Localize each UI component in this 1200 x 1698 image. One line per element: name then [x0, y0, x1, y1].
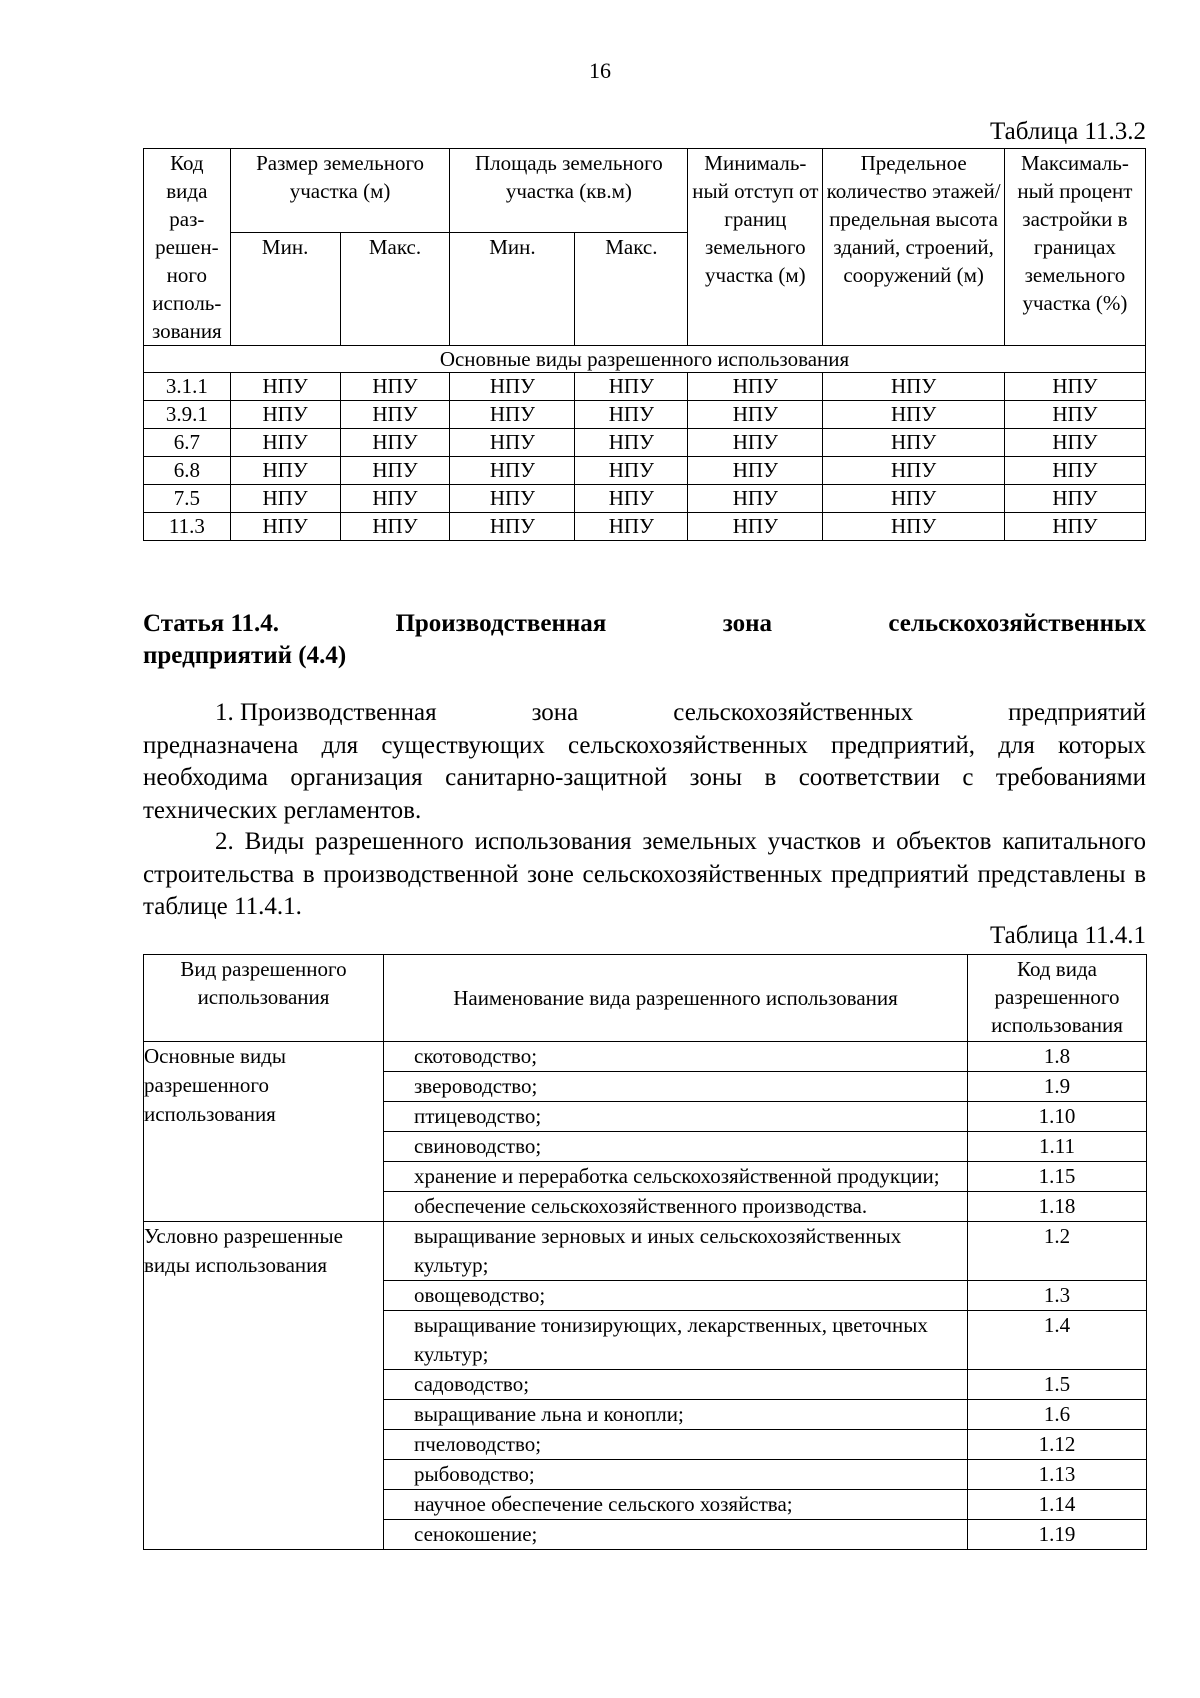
page-number: 16 [589, 58, 611, 83]
value-cell: НПУ [340, 373, 450, 401]
header-area-group: Площадь земельного участка (кв.м) [450, 149, 688, 233]
use-name-cell: сенокошение; [384, 1520, 968, 1550]
code-cell: 7.5 [144, 485, 231, 513]
value-cell: НПУ [450, 429, 575, 457]
header-code: Код вида раз-решен-ного исполь-зования [144, 149, 231, 346]
use-name-cell: выращивание льна и конопли; [384, 1400, 968, 1430]
use-code-cell: 1.18 [968, 1192, 1147, 1222]
value-cell: НПУ [823, 401, 1004, 429]
paragraph-1-line1 [143, 697, 1146, 730]
paragraph-word: предприятий [1008, 699, 1146, 726]
header-area-max: Макс. [575, 233, 688, 346]
use-name-cell: звероводство; [384, 1072, 968, 1102]
use-code-cell: 1.3 [968, 1281, 1147, 1311]
value-cell: НПУ [1004, 485, 1145, 513]
section-row [144, 346, 1146, 373]
permitted-use-table [143, 954, 1147, 1550]
group-label: Условно разрешенные виды использования [144, 1222, 384, 1550]
value-cell: НПУ [823, 485, 1004, 513]
table-row [144, 401, 1146, 429]
use-name-cell: птицеводство; [384, 1102, 968, 1132]
header-type: Вид разрешенного использования [144, 955, 384, 1042]
table-row [144, 485, 1146, 513]
article-heading [143, 608, 1146, 672]
header-code: Код вида разрешенного использования [968, 955, 1147, 1042]
use-code-cell: 1.15 [968, 1162, 1147, 1192]
use-name-cell: свиноводство; [384, 1132, 968, 1162]
value-cell: НПУ [575, 429, 688, 457]
value-cell: НПУ [340, 429, 450, 457]
use-code-cell: 1.14 [968, 1490, 1147, 1520]
code-cell: 11.3 [144, 513, 231, 541]
value-cell: НПУ [1004, 513, 1145, 541]
table-row [144, 429, 1146, 457]
code-cell: 3.1.1 [144, 373, 231, 401]
value-cell: НПУ [575, 457, 688, 485]
value-cell: НПУ [688, 457, 823, 485]
value-cell: НПУ [823, 457, 1004, 485]
value-cell: НПУ [823, 429, 1004, 457]
use-name-cell: рыбоводство; [384, 1460, 968, 1490]
value-cell: НПУ [450, 485, 575, 513]
value-cell: НПУ [450, 513, 575, 541]
header-floors: Предельное количество этажей/ предельная высота зданий, строений, сооружений (м) [823, 149, 1004, 346]
paragraph-1 [143, 697, 1146, 827]
header-size-max: Макс. [340, 233, 450, 346]
heading-word: Статья 11.4. [143, 610, 280, 637]
heading-word: зона [722, 610, 772, 637]
value-cell: НПУ [575, 485, 688, 513]
use-code-cell: 1.9 [968, 1072, 1147, 1102]
value-cell: НПУ [575, 513, 688, 541]
use-name-cell: научное обеспечение сельского хозяйства; [384, 1490, 968, 1520]
use-name-cell: выращивание зерновых и иных сельскохозяйственных культур; [384, 1222, 968, 1281]
value-cell: НПУ [1004, 373, 1145, 401]
use-code-cell: 1.6 [968, 1400, 1147, 1430]
use-code-cell: 1.13 [968, 1460, 1147, 1490]
use-code-cell: 1.11 [968, 1132, 1147, 1162]
value-cell: НПУ [230, 429, 340, 457]
value-cell: НПУ [823, 513, 1004, 541]
code-cell: 6.8 [144, 457, 231, 485]
table-row [144, 1042, 1147, 1072]
value-cell: НПУ [340, 401, 450, 429]
use-code-cell: 1.8 [968, 1042, 1147, 1072]
value-cell: НПУ [688, 429, 823, 457]
value-cell: НПУ [230, 513, 340, 541]
header-size-group: Размер земельного участка (м) [230, 149, 450, 233]
table-row [144, 513, 1146, 541]
code-cell: 3.9.1 [144, 401, 231, 429]
value-cell: НПУ [688, 485, 823, 513]
table-body [144, 1042, 1147, 1550]
value-cell: НПУ [688, 401, 823, 429]
use-code-cell: 1.2 [968, 1222, 1147, 1281]
table-row [144, 457, 1146, 485]
header-row [144, 149, 1146, 233]
value-cell: НПУ [340, 485, 450, 513]
value-cell: НПУ [1004, 429, 1145, 457]
section-label: Основные виды разрешенного использования [144, 346, 1146, 373]
paragraph-2 [143, 826, 1146, 924]
value-cell: НПУ [230, 457, 340, 485]
paragraph-2-text: 2. Виды разрешенного использования земельных участков и объектов капитального строительства в производственной зоне сельскохозяйственных предприятий представлены в таблице 11.4.1. [143, 828, 1146, 920]
paragraph-word: сельскохозяйственных [673, 699, 914, 726]
use-code-cell: 1.10 [968, 1102, 1147, 1132]
paragraph-word: зона [531, 699, 579, 726]
header-row [144, 955, 1147, 1042]
limits-table [143, 148, 1146, 541]
value-cell: НПУ [340, 457, 450, 485]
use-code-cell: 1.4 [968, 1311, 1147, 1370]
value-cell: НПУ [450, 457, 575, 485]
header-setback: Минималь-ный отступ от границ земельного участка (м) [688, 149, 823, 346]
heading-word: сельскохозяйственных [888, 610, 1146, 637]
value-cell: НПУ [230, 401, 340, 429]
value-cell: НПУ [688, 513, 823, 541]
use-name-cell: хранение и переработка сельскохозяйственной продукции; [384, 1162, 968, 1192]
use-name-cell: скотоводство; [384, 1042, 968, 1072]
table-row [144, 1222, 1147, 1281]
header-name: Наименование вида разрешенного использования [384, 955, 968, 1042]
table-body [144, 373, 1146, 541]
use-name-cell: овощеводство; [384, 1281, 968, 1311]
use-name-cell: пчеловодство; [384, 1430, 968, 1460]
use-name-cell: обеспечение сельскохозяйственного производства. [384, 1192, 968, 1222]
value-cell: НПУ [1004, 457, 1145, 485]
use-code-cell: 1.19 [968, 1520, 1147, 1550]
paragraph-word: 1. Производственная [215, 699, 437, 726]
value-cell: НПУ [450, 401, 575, 429]
table-row [144, 373, 1146, 401]
article-heading-line1 [143, 608, 1146, 640]
group-label: Основные виды разрешенного использования [144, 1042, 384, 1222]
value-cell: НПУ [230, 485, 340, 513]
value-cell: НПУ [575, 401, 688, 429]
value-cell: НПУ [230, 373, 340, 401]
code-cell: 6.7 [144, 429, 231, 457]
use-name-cell: выращивание тонизирующих, лекарственных, цветочных культур; [384, 1311, 968, 1370]
value-cell: НПУ [823, 373, 1004, 401]
value-cell: НПУ [1004, 401, 1145, 429]
value-cell: НПУ [340, 513, 450, 541]
article-heading-line2: предприятий (4.4) [143, 642, 347, 669]
heading-word: Производственная [395, 610, 607, 637]
paragraph-1-rest: предназначена для существующих сельскохозяйственных предприятий, для которых необходима организация санитарно-защитной зоны в соответствии с требованиями технических регламентов. [143, 731, 1146, 824]
value-cell: НПУ [575, 373, 688, 401]
use-code-cell: 1.5 [968, 1370, 1147, 1400]
use-name-cell: садоводство; [384, 1370, 968, 1400]
value-cell: НПУ [688, 373, 823, 401]
header-size-min: Мин. [230, 233, 340, 346]
table-caption: Таблица 11.4.1 [990, 922, 1146, 949]
table-caption: Таблица 11.3.2 [990, 118, 1146, 145]
use-code-cell: 1.12 [968, 1430, 1147, 1460]
header-area-min: Мин. [450, 233, 575, 346]
value-cell: НПУ [450, 373, 575, 401]
header-coverage: Максималь-ный процент застройки в границах земельного участка (%) [1004, 149, 1145, 346]
